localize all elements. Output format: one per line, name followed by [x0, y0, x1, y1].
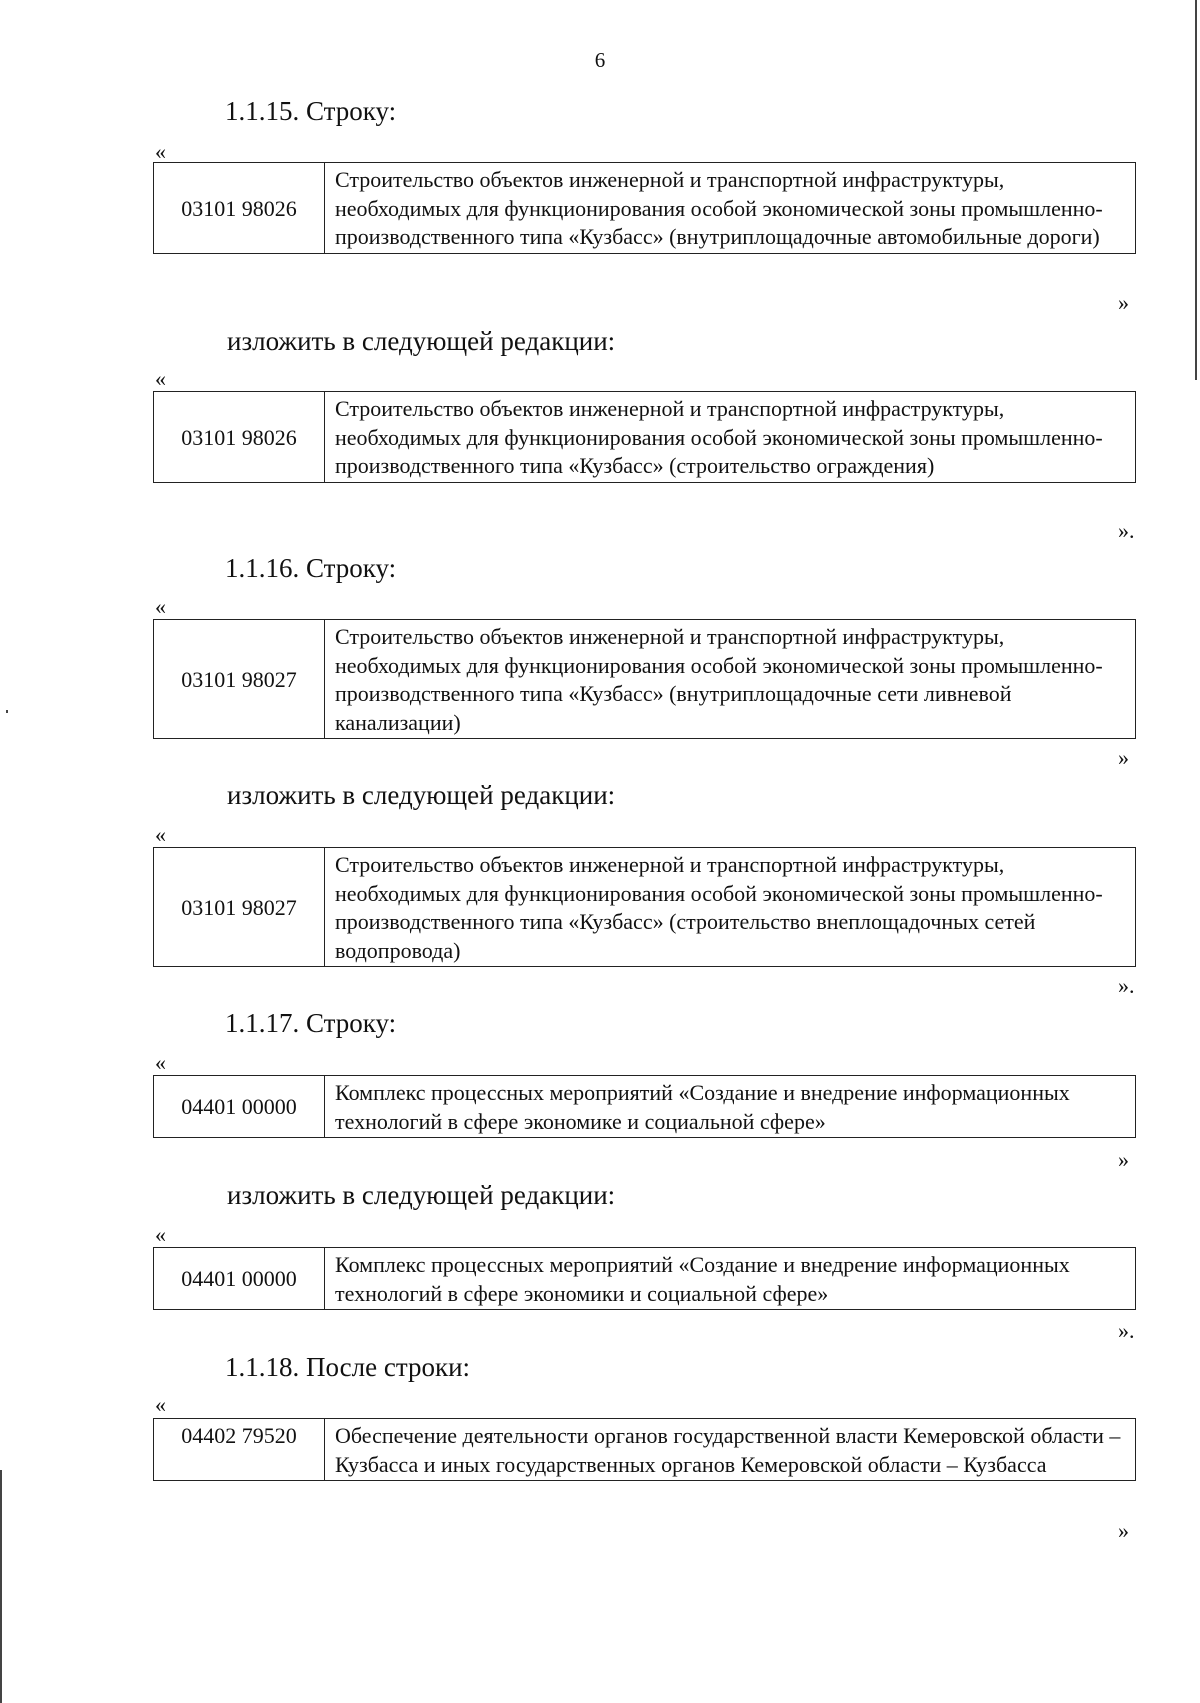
row-code: 03101 98027 [154, 620, 325, 739]
quote-close: ». [1118, 973, 1135, 998]
section-heading-1-1-17: 1.1.17. Строку: [225, 1008, 397, 1038]
old-row-table [153, 1075, 1136, 1138]
section-heading-1-1-16: 1.1.16. Строку: [225, 553, 397, 583]
row-description: Строительство объектов инженерной и транспортной инфраструктуры, необходимых для функционирования особой экономической зоны промышленно-производственного типа «Кузбасс» (строительство внеплощадочных сетей водопровода) [325, 848, 1136, 967]
scan-dot [6, 710, 8, 713]
row-description: Строительство объектов инженерной и транспортной инфраструктуры, необходимых для функционирования особой экономической зоны промышленно-производственного типа «Кузбасс» (внутриплощадочные сети ливневой канализации) [325, 620, 1136, 739]
replace-instruction: изложить в следующей редакции: [227, 326, 616, 356]
section-heading-1-1-18: 1.1.18. После строки: [225, 1352, 471, 1382]
row-code: 04401 00000 [154, 1248, 325, 1310]
row-code: 03101 98026 [154, 163, 325, 254]
row-description: Комплекс процессных мероприятий «Создание и внедрение информационных технологий в сфере экономике и социальной сфере» [325, 1076, 1136, 1138]
replace-instruction: изложить в следующей редакции: [227, 1180, 616, 1210]
page-number: 6 [594, 48, 606, 72]
quote-open: « [155, 1050, 166, 1075]
old-row-table [153, 1418, 1136, 1481]
row-description: Строительство объектов инженерной и транспортной инфраструктуры, необходимых для функционирования особой экономической зоны промышленно-производственного типа «Кузбасс» (внутриплощадочные автомобильные дороги) [325, 163, 1136, 254]
table-row [154, 1248, 1136, 1310]
quote-open: « [155, 1222, 166, 1247]
row-code: 04401 00000 [154, 1076, 325, 1138]
row-description: Комплекс процессных мероприятий «Создание и внедрение информационных технологий в сфере экономики и социальной сфере» [325, 1248, 1136, 1310]
old-row-table [153, 619, 1136, 739]
scan-edge-mark [1195, 0, 1197, 380]
quote-close: » [1118, 290, 1129, 315]
quote-close: » [1118, 1147, 1129, 1172]
quote-close: » [1118, 1518, 1129, 1543]
quote-close: » [1118, 745, 1129, 770]
quote-open: « [155, 594, 166, 619]
row-code: 03101 98027 [154, 848, 325, 967]
new-row-table [153, 1247, 1136, 1310]
new-row-table [153, 391, 1136, 483]
quote-close: ». [1118, 1318, 1135, 1343]
quote-open: « [155, 822, 166, 847]
table-row [154, 163, 1136, 254]
table-row [154, 848, 1136, 967]
table-row [154, 620, 1136, 739]
table-row [154, 392, 1136, 483]
quote-close: ». [1118, 518, 1135, 543]
table-row [154, 1419, 1136, 1481]
quote-open: « [155, 139, 166, 164]
table-row [154, 1076, 1136, 1138]
section-heading-1-1-15: 1.1.15. Строку: [225, 96, 397, 126]
replace-instruction: изложить в следующей редакции: [227, 780, 616, 810]
old-row-table [153, 162, 1136, 254]
new-row-table [153, 847, 1136, 967]
row-code: 04402 79520 [154, 1419, 325, 1481]
quote-open: « [155, 366, 166, 391]
row-description: Обеспечение деятельности органов государственной власти Кемеровской области – Кузбасса и иных государственных органов Кемеровской области – Кузбасса [325, 1419, 1136, 1481]
scan-edge-mark [0, 1470, 2, 1703]
row-code: 03101 98026 [154, 392, 325, 483]
row-description: Строительство объектов инженерной и транспортной инфраструктуры, необходимых для функционирования особой экономической зоны промышленно-производственного типа «Кузбасс» (строительство ограждения) [325, 392, 1136, 483]
quote-open: « [155, 1392, 166, 1417]
